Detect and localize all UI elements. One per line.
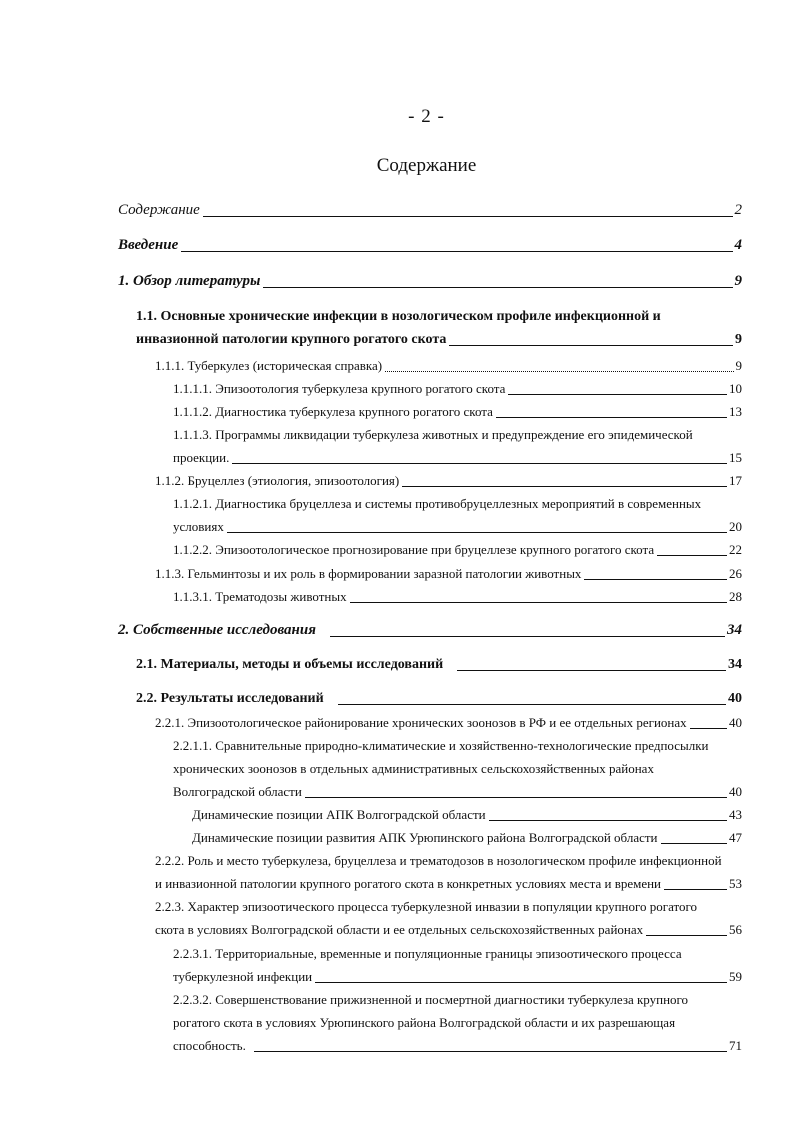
toc-entry-page: 28 (729, 589, 742, 604)
toc-entry-page: 56 (729, 922, 742, 937)
dot-leader (690, 728, 727, 729)
toc-entry-line: рогатого скота в условиях Урюпинского района Волгоградской области и их разрешающая (173, 1015, 676, 1030)
toc-entry-page: 9 (735, 358, 742, 373)
toc-entry-title: инвазионной патологии крупного рогатого скота (136, 332, 447, 347)
toc-entry[interactable] (155, 895, 742, 941)
toc-entry-page: 53 (729, 876, 742, 891)
toc-entry-page: 17 (729, 473, 742, 488)
toc-entry-title: Волгоградской области (173, 784, 302, 799)
dot-leader (305, 797, 727, 798)
toc-entry-title: условиях (173, 519, 224, 534)
dot-leader (489, 820, 727, 821)
toc-entry[interactable] (173, 492, 742, 538)
toc-entry-title: 2.2. Результаты исследований (136, 691, 324, 706)
toc-entry-page: 71 (729, 1038, 742, 1053)
toc-entry[interactable] (173, 988, 742, 1057)
toc-entry-title: 1. Обзор литературы (118, 273, 261, 289)
toc-entry-page: 40 (729, 715, 742, 730)
dot-leader (402, 486, 727, 487)
toc-entry-line: 1.1.1.3. Программы ликвидации туберкулеза животных и предупреждение его эпидемической (173, 427, 693, 442)
toc-entry-title: 1.1.2. Бруцеллез (этиология, эпизоотология) (155, 473, 400, 488)
toc-entry[interactable] (173, 734, 742, 803)
toc-entry-page: 2 (734, 202, 742, 218)
dot-leader (657, 555, 727, 556)
dot-leader (584, 579, 727, 580)
toc-entry-line: 2.2.2. Роль и место туберкулеза, бруцеллеза и трематодозов в нозологическом профиле инфекционной (155, 853, 722, 868)
toc-entry-line: хронических зоонозов в отдельных административных сельскохозяйственных районах (173, 761, 654, 776)
toc-entry[interactable] (192, 826, 742, 849)
toc-entry[interactable] (173, 585, 742, 608)
toc-entry-title: 2.2.1. Эпизоотологическое районирование хронических зоонозов в РФ и ее отдельных регионах (155, 715, 687, 730)
toc-entry[interactable] (192, 803, 742, 826)
toc-entry[interactable] (118, 234, 742, 257)
toc-entry-page: 9 (734, 273, 742, 289)
toc-entry[interactable] (173, 377, 742, 400)
toc-entry-page: 13 (729, 404, 742, 419)
toc-entry[interactable] (136, 653, 742, 676)
dot-leader (661, 843, 728, 844)
toc-entry-title: 1.1.1.1. Эпизоотология туберкулеза крупного рогатого скота (173, 381, 506, 396)
toc-entry-page: 15 (729, 450, 742, 465)
toc-entry[interactable] (118, 270, 742, 293)
toc-entry-title: способность. (173, 1038, 246, 1053)
toc-entry-title: Динамические позиции развития АПК Урюпинского района Волгоградской области (192, 830, 658, 845)
toc-entry[interactable] (173, 400, 742, 423)
dot-leader (350, 602, 727, 603)
toc-entry-title: Динамические позиции АПК Волгоградской области (192, 807, 486, 822)
toc-entry-line: 1.1.2.1. Диагностика бруцеллеза и системы противобруцеллезных мероприятий в современных (173, 496, 702, 511)
toc-entry-page: 40 (728, 691, 742, 706)
toc-entry-title: Введение (118, 237, 179, 253)
toc-entry-line: 2.2.1.1. Сравнительные природно-климатические и хозяйственно-технологические предпосылки (173, 738, 709, 753)
toc-entry-title: проекции. (173, 450, 230, 465)
toc-entry[interactable] (136, 687, 742, 710)
toc-entry-page: 59 (729, 969, 742, 984)
toc-entry[interactable] (155, 711, 742, 734)
toc-entry[interactable] (173, 538, 742, 561)
toc-entry-title: 2. Собственные исследования (118, 622, 316, 638)
toc-entry-page: 4 (734, 237, 742, 253)
toc-entry-line: 2.2.3.1. Территориальные, временные и популяционные границы эпизоотического процесса (173, 946, 682, 961)
toc-entry-page: 26 (729, 566, 742, 581)
dot-leader (457, 670, 726, 671)
toc-entry-title: скота в условиях Волгоградской области и ее отдельных сельскохозяйственных районах (155, 922, 644, 937)
toc-entry-title: 1.1.3.1. Трематодозы животных (173, 589, 347, 604)
toc-entry-line: 1.1. Основные хронические инфекции в нозологическом профиле инфекционной и (136, 309, 661, 324)
toc-entry-line: 2.2.3. Характер эпизоотического процесса туберкулезной инвазии в популяции крупного рогатого (155, 899, 698, 914)
page-title: Содержание (376, 155, 477, 176)
toc-entry-page: 34 (728, 657, 742, 672)
toc-entry-page: 34 (727, 622, 742, 638)
dot-leader (508, 394, 727, 395)
toc-entry-title: 2.1. Материалы, методы и объемы исследований (136, 657, 444, 672)
page-number: - 2 - (408, 106, 445, 127)
toc-entry[interactable] (155, 354, 742, 377)
dot-leader (330, 636, 725, 637)
toc-entry[interactable] (173, 423, 742, 469)
toc-entry[interactable] (118, 199, 742, 222)
toc-entry-title: 1.1.3. Гельминтозы и их роль в формировании заразной патологии животных (155, 566, 582, 581)
toc-entry[interactable] (173, 942, 742, 988)
dot-leader (203, 216, 733, 217)
toc-entry-page: 20 (729, 519, 742, 534)
toc-entry-line: 2.2.3.2. Совершенствование прижизненной и посмертной диагностики туберкулеза крупного (173, 992, 689, 1007)
toc-entry-title: 1.1.1. Туберкулез (историческая справка) (155, 358, 383, 373)
toc-entry-page: 10 (729, 381, 742, 396)
dot-leader (232, 463, 727, 464)
dot-leader (338, 704, 726, 705)
toc-entry-title: туберкулезной инфекции (173, 969, 313, 984)
toc-entry-title: и инвазионной патологии крупного рогатого скота в конкретных условиях места и времени (155, 876, 662, 891)
toc-entry-title: Содержание (118, 202, 200, 218)
toc-entry[interactable] (118, 619, 742, 642)
toc-entry[interactable] (155, 562, 742, 585)
toc-entry[interactable] (155, 469, 742, 492)
dot-leader (664, 889, 727, 890)
toc-entry-page: 40 (729, 784, 742, 799)
toc-entry-page: 22 (729, 542, 742, 557)
dot-leader (181, 251, 732, 252)
dot-leader (449, 345, 733, 346)
toc-entry-title: 1.1.2.2. Эпизоотологическое прогнозирование при бруцеллезе крупного рогатого скота (173, 542, 655, 557)
dot-leader (646, 935, 727, 936)
dot-leader (315, 982, 727, 983)
toc-entry-title: 1.1.1.2. Диагностика туберкулеза крупного рогатого скота (173, 404, 493, 419)
dot-leader (254, 1051, 727, 1052)
toc-entry[interactable] (155, 849, 742, 895)
dot-leader (263, 287, 732, 288)
dot-leader (496, 417, 727, 418)
toc-entry-page: 43 (729, 807, 742, 822)
toc-entry-page: 47 (729, 830, 742, 845)
dot-leader (227, 532, 727, 533)
dot-leader (385, 371, 733, 372)
toc-entry-page: 9 (735, 332, 742, 347)
toc-entry[interactable] (136, 305, 742, 351)
